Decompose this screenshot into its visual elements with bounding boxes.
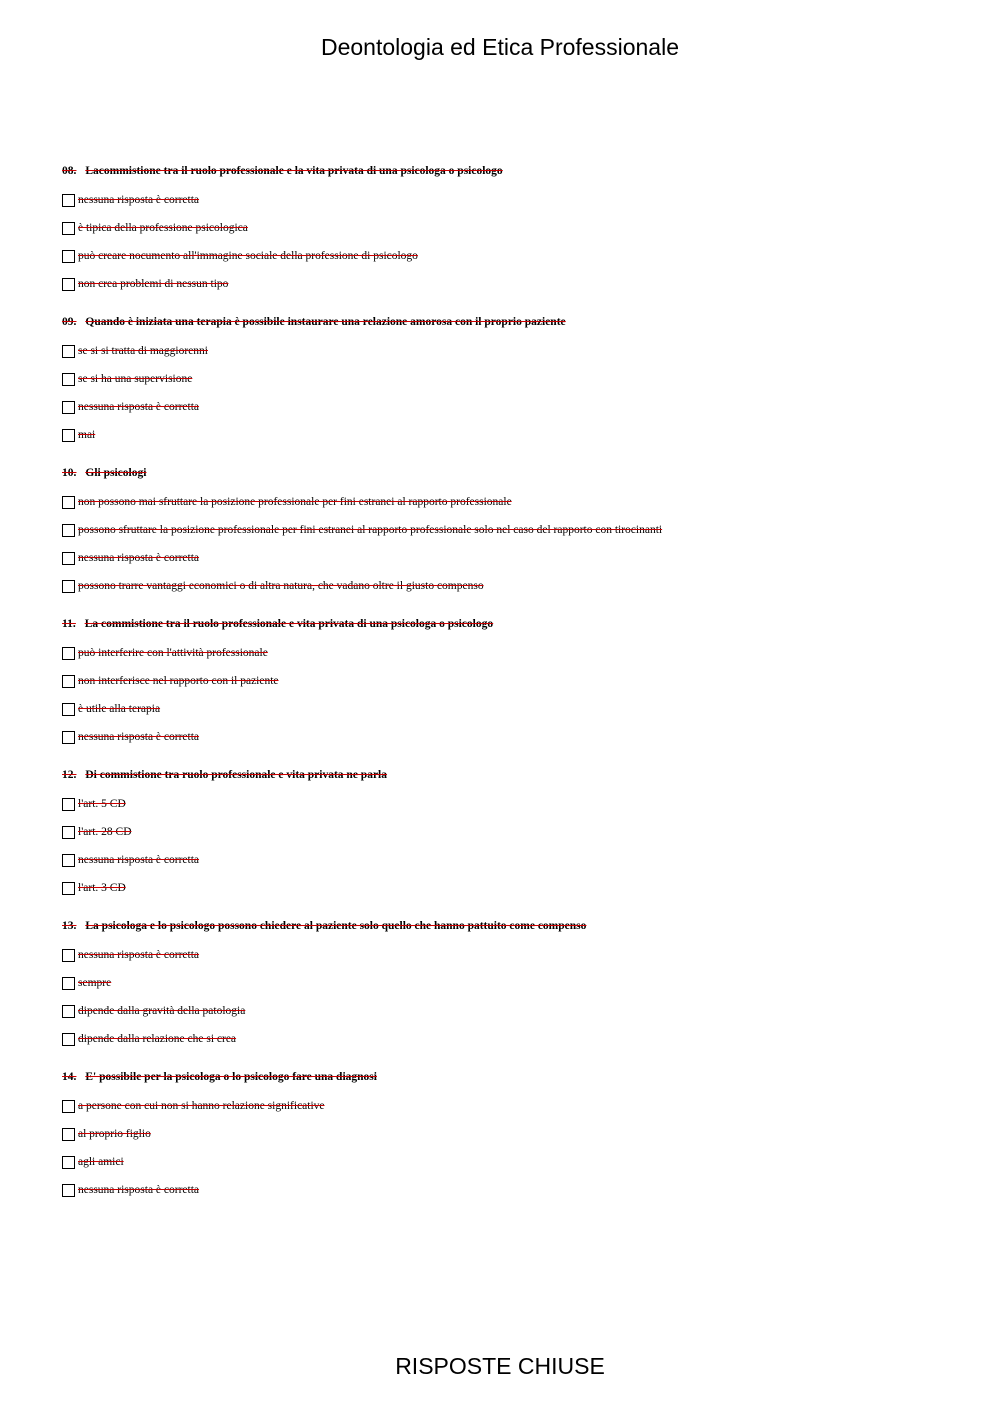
option-label: mai: [78, 429, 96, 441]
option-label: dipende dalla relazione che si crea: [78, 1033, 237, 1045]
question-title: [62, 311, 962, 337]
question-text: Quando è iniziata una terapia è possibile instaurare una relazione amorosa con il proprio paziente: [85, 316, 566, 328]
checkbox[interactable]: [62, 798, 75, 811]
checkbox[interactable]: [62, 373, 75, 386]
checkbox[interactable]: [62, 401, 75, 414]
answer-option[interactable]: [62, 337, 962, 365]
question-10: [62, 462, 962, 613]
answer-option[interactable]: [62, 969, 962, 997]
answer-option[interactable]: [62, 941, 962, 969]
option-label: possono sfruttare la posizione professionale per fini estranei al rapporto professionale solo nel caso del rapporto con tirocinanti: [78, 524, 663, 536]
option-label: possono trarre vantaggi economici o di altra natura, che vadano oltre il giusto compenso: [78, 580, 484, 592]
answer-option[interactable]: [62, 214, 962, 242]
question-number: 13.: [62, 920, 77, 932]
option-label: sempre: [78, 977, 112, 989]
question-title: [62, 160, 962, 186]
option-label: a persone con cui non si hanno relazione significative: [78, 1100, 325, 1112]
option-label: se si ha una supervisione: [78, 373, 193, 385]
checkbox[interactable]: [62, 949, 75, 962]
answer-option[interactable]: [62, 516, 962, 544]
question-title: [62, 1066, 962, 1092]
question-14: [62, 1066, 962, 1217]
question-number: 14.: [62, 1071, 77, 1083]
answer-option[interactable]: [62, 790, 962, 818]
checkbox[interactable]: [62, 524, 75, 537]
answer-option[interactable]: [62, 270, 962, 298]
question-08: [62, 160, 962, 311]
question-text: Di commistione tra ruolo professionale e vita privata ne parla: [85, 769, 388, 781]
checkbox[interactable]: [62, 222, 75, 235]
option-label: è tipica della professione psicologica: [78, 222, 248, 234]
checkbox[interactable]: [62, 1100, 75, 1113]
question-number: 09.: [62, 316, 77, 328]
answer-option[interactable]: [62, 572, 962, 600]
checkbox[interactable]: [62, 1005, 75, 1018]
question-12: [62, 764, 962, 915]
answer-option[interactable]: [62, 695, 962, 723]
answer-option[interactable]: [62, 365, 962, 393]
option-label: non interferisce nel rapporto con il paziente: [78, 675, 279, 687]
question-title: [62, 764, 962, 790]
option-label: nessuna risposta è corretta: [78, 949, 200, 961]
checkbox[interactable]: [62, 496, 75, 509]
checkbox[interactable]: [62, 345, 75, 358]
question-text: La psicologa e lo psicologo possono chiedere al paziente solo quello che hanno pattuito come compenso: [85, 920, 587, 932]
answer-option[interactable]: [62, 488, 962, 516]
answer-option[interactable]: [62, 639, 962, 667]
question-list: [62, 160, 962, 1217]
option-label: l'art. 3 CD: [78, 882, 126, 894]
answer-option[interactable]: [62, 667, 962, 695]
checkbox[interactable]: [62, 826, 75, 839]
option-label: nessuna risposta è corretta: [78, 552, 200, 564]
option-label: nessuna risposta è corretta: [78, 401, 200, 413]
checkbox[interactable]: [62, 429, 75, 442]
checkbox[interactable]: [62, 194, 75, 207]
option-label: non crea problemi di nessun tipo: [78, 278, 229, 290]
question-13: [62, 915, 962, 1066]
question-09: [62, 311, 962, 462]
checkbox[interactable]: [62, 977, 75, 990]
checkbox[interactable]: [62, 580, 75, 593]
question-text: La commistione tra il ruolo professionale e vita privata di una psicologa o psicologo: [84, 618, 494, 630]
question-number: 10.: [62, 467, 77, 479]
option-label: nessuna risposta è corretta: [78, 194, 200, 206]
question-title: [62, 613, 962, 639]
question-text: Gli psicologi: [85, 467, 147, 479]
question-title: [62, 915, 962, 941]
checkbox[interactable]: [62, 1033, 75, 1046]
checkbox[interactable]: [62, 278, 75, 291]
answer-option[interactable]: [62, 1148, 962, 1176]
checkbox[interactable]: [62, 703, 75, 716]
checkbox[interactable]: [62, 1128, 75, 1141]
question-11: [62, 613, 962, 764]
checkbox[interactable]: [62, 552, 75, 565]
option-label: al proprio figlio: [78, 1128, 151, 1140]
answer-option[interactable]: [62, 242, 962, 270]
answer-option[interactable]: [62, 1025, 962, 1053]
checkbox[interactable]: [62, 731, 75, 744]
option-label: nessuna risposta è corretta: [78, 1184, 200, 1196]
page-title: Deontologia ed Etica Professionale: [320, 34, 679, 60]
answer-option[interactable]: [62, 1120, 962, 1148]
page-footer: RISPOSTE CHIUSE: [395, 1353, 605, 1379]
checkbox[interactable]: [62, 1156, 75, 1169]
answer-option[interactable]: [62, 393, 962, 421]
checkbox[interactable]: [62, 1184, 75, 1197]
question-title: [62, 462, 962, 488]
option-label: può creare nocumento all'immagine sociale della professione di psicologo: [78, 250, 418, 262]
checkbox[interactable]: [62, 647, 75, 660]
question-text: E' possibile per la psicologa o lo psicologo fare una diagnosi: [85, 1071, 377, 1083]
checkbox[interactable]: [62, 675, 75, 688]
question-text: Lacommistione tra il ruolo professionale e la vita privata di una psicologa o psicologo: [85, 165, 503, 177]
question-number: 11.: [62, 618, 76, 630]
option-label: l'art. 5 CD: [78, 798, 126, 810]
answer-option[interactable]: [62, 421, 962, 449]
option-label: può interferire con l'attività professionale: [78, 647, 268, 659]
answer-option[interactable]: [62, 1092, 962, 1120]
answer-option[interactable]: [62, 186, 962, 214]
answer-option[interactable]: [62, 846, 962, 874]
checkbox[interactable]: [62, 250, 75, 263]
question-number: 12.: [62, 769, 77, 781]
option-label: l'art. 28 CD: [78, 826, 132, 838]
answer-option[interactable]: [62, 723, 962, 751]
option-label: dipende dalla gravità della patologia: [78, 1005, 246, 1017]
option-label: nessuna risposta è corretta: [78, 854, 200, 866]
option-label: nessuna risposta è corretta: [78, 731, 200, 743]
option-label: se si si tratta di maggiorenni: [78, 345, 208, 357]
answer-option[interactable]: [62, 874, 962, 902]
question-number: 08.: [62, 165, 77, 177]
answer-option[interactable]: [62, 1176, 962, 1204]
option-label: non possono mai sfruttare la posizione professionale per fini estranei al rapporto professionale: [78, 496, 512, 508]
answer-option[interactable]: [62, 544, 962, 572]
checkbox[interactable]: [62, 882, 75, 895]
checkbox[interactable]: [62, 854, 75, 867]
answer-option[interactable]: [62, 997, 962, 1025]
option-label: è utile alla terapia: [78, 703, 161, 715]
answer-option[interactable]: [62, 818, 962, 846]
option-label: agli amici: [78, 1156, 124, 1168]
